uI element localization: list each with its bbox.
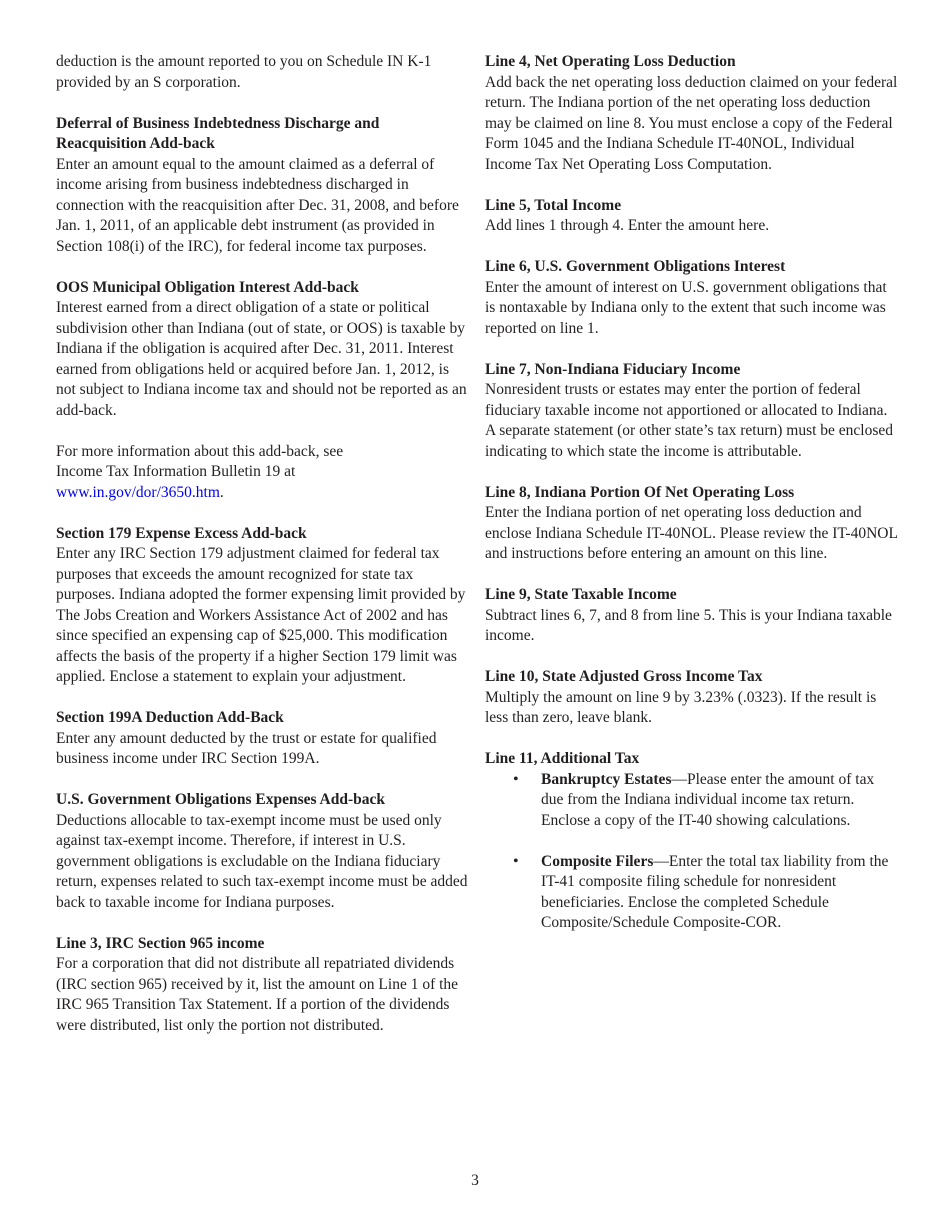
section179-section (56, 524, 470, 688)
line10-body: Multiply the amount on line 9 by 3.23% (.0323). If the result is less than zero, leave blank. (485, 688, 877, 726)
bullet-icon: • (513, 770, 519, 788)
bulletin-19-link[interactable]: www.in.gov/dor/3650.htm (56, 483, 220, 501)
line11-bullet-list (485, 770, 900, 934)
usgov-expenses-heading: U.S. Government Obligations Expenses Add-back (56, 791, 385, 808)
bankruptcy-estates-text: —Please enter the amount of tax due from the Indiana individual income tax return. Enclose a copy of the IT-40 showing calculations. (541, 770, 875, 829)
section199a-section (56, 708, 470, 770)
bullet-icon: • (513, 852, 519, 870)
oos-heading: OOS Municipal Obligation Interest Add-back (56, 278, 359, 296)
usgov-expenses-section (56, 790, 470, 913)
line4-section (485, 52, 900, 175)
line11-heading: Line 11, Additional Tax (485, 750, 640, 767)
line5-heading: Line 5, Total Income (485, 196, 622, 214)
section199a-body: Enter any amount deducted by the trust or estate for qualified business income under IRC Section 199A. (56, 729, 437, 767)
deferral-body: Enter an amount equal to the amount claimed as a deferral of income arising from business indebtedness discharged in connection with the reacquisition after Dec. 31, 2008, and before Jan. 1, 2011, of an applicable debt instrument (as provided in Section 108(i) of the IRC), for federal income tax purposes. (56, 155, 459, 255)
line3-body: For a corporation that did not distribute all repatriated dividends (IRC section 965) received by it, list the amount on Line 1 of the IRC 965 Transition Tax Statement. If a portion of the dividends were distributed, list only the portion not distributed. (56, 955, 459, 1034)
deferral-heading: Deferral of Business Indebtedness Discharge and Reacquisition Add-back (56, 114, 380, 152)
line7-body: Nonresident trusts or estates may enter the portion of federal fiduciary taxable income not apportioned or allocated to Indiana. A separate statement (or other state’s tax return) must be enclosed indicating to which state the income is attributable. (485, 381, 894, 460)
oos-more-info (56, 442, 386, 504)
intro-text: deduction is the amount reported to you on Schedule IN K-1 provided by an S corporation. (56, 53, 432, 91)
page-number: 3 (471, 1172, 479, 1189)
line7-section (485, 360, 900, 463)
oos-body: Interest earned from a direct obligation of a state or political subdivision other than Indiana (out of state, or OOS) is taxable by Indiana if the obligation is acquired after Dec. 31, 2011. Interest earned from obligations held or acquired before Jan. 1, 2012, is not subject to Indiana income tax and should not be reported as an add-back. (56, 299, 467, 419)
line9-body: Subtract lines 6, 7, and 8 from line 5. This is your Indiana taxable income. (485, 606, 892, 644)
line3-heading: Line 3, IRC Section 965 income (56, 934, 265, 952)
bankruptcy-estates-term: Bankruptcy Estates (541, 770, 672, 788)
composite-filers-text: —Enter the total tax liability from the IT-41 composite filing schedule for nonresident beneficiaries. Enclose the completed Schedule Composite/Schedule Composite-COR. (541, 852, 889, 931)
line9-heading: Line 9, State Taxable Income (485, 586, 677, 603)
oos-more-info-text: For more information about this add-back, see Income Tax Information Bulletin 19 at (56, 442, 344, 480)
line6-heading: Line 6, U.S. Government Obligations Interest (485, 258, 786, 275)
line8-body: Enter the Indiana portion of net operating loss deduction and enclose Indiana Schedule IT-40NOL. Please review the IT-40NOL and instructions before entering an amount on this line. (485, 504, 898, 562)
oos-section (56, 278, 470, 504)
usgov-expenses-body: Deductions allocable to tax-exempt income must be used only against tax-exempt income. Therefore, if interest in U.S. government obligations is excludable on the Indiana fiduciary return, expenses related to such tax-exempt income must be added back to taxable income for Indiana purposes. (56, 811, 468, 911)
line10-section (485, 667, 900, 729)
right-column (485, 52, 900, 954)
intro-section (56, 52, 470, 93)
line6-body: Enter the amount of interest on U.S. government obligations that is nontaxable by Indiana only to the extent that such income was reported on line 1. (485, 278, 887, 337)
line5-body: Add lines 1 through 4. Enter the amount here. (485, 217, 770, 234)
section179-body: Enter any IRC Section 179 adjustment claimed for federal tax purposes that exceeds the amount recognized for state tax purposes. Indiana adopted the former expensing limit provided by The Jobs Creation and Workers Assistance Act of 2002 and has since specified an expensing cap of $25,000. This modification affects the basis of the property if a higher Section 179 limit was applied. Enclose a statement to explain your adjustment. (56, 545, 466, 685)
section199a-heading: Section 199A Deduction Add-Back (56, 709, 284, 726)
line11-section (485, 749, 900, 934)
line9-section (485, 585, 900, 647)
line6-section (485, 257, 900, 339)
list-item-bankruptcy-estates (513, 770, 900, 832)
line8-section (485, 483, 900, 565)
line8-heading: Line 8, Indiana Portion Of Net Operating Loss (485, 483, 795, 501)
line7-heading: Line 7, Non-Indiana Fiduciary Income (485, 360, 741, 378)
oos-link-period: . (219, 483, 224, 501)
line4-heading: Line 4, Net Operating Loss Deduction (485, 53, 736, 70)
deferral-section (56, 114, 470, 258)
list-item-composite-filers (513, 852, 900, 934)
line3-section (56, 934, 470, 1037)
line10-heading: Line 10, State Adjusted Gross Income Tax (485, 668, 763, 685)
left-column (56, 52, 470, 1057)
line4-body: Add back the net operating loss deduction claimed on your federal return. The Indiana portion of the net operating loss deduction may be claimed on line 8. You must enclose a copy of the Federal Form 1045 and the Indiana Schedule IT-40NOL, Individual Income Tax Net Operating Loss Computation. (485, 73, 898, 173)
section179-heading: Section 179 Expense Excess Add-back (56, 524, 307, 542)
line5-section (485, 196, 900, 237)
composite-filers-term: Composite Filers (541, 852, 654, 870)
